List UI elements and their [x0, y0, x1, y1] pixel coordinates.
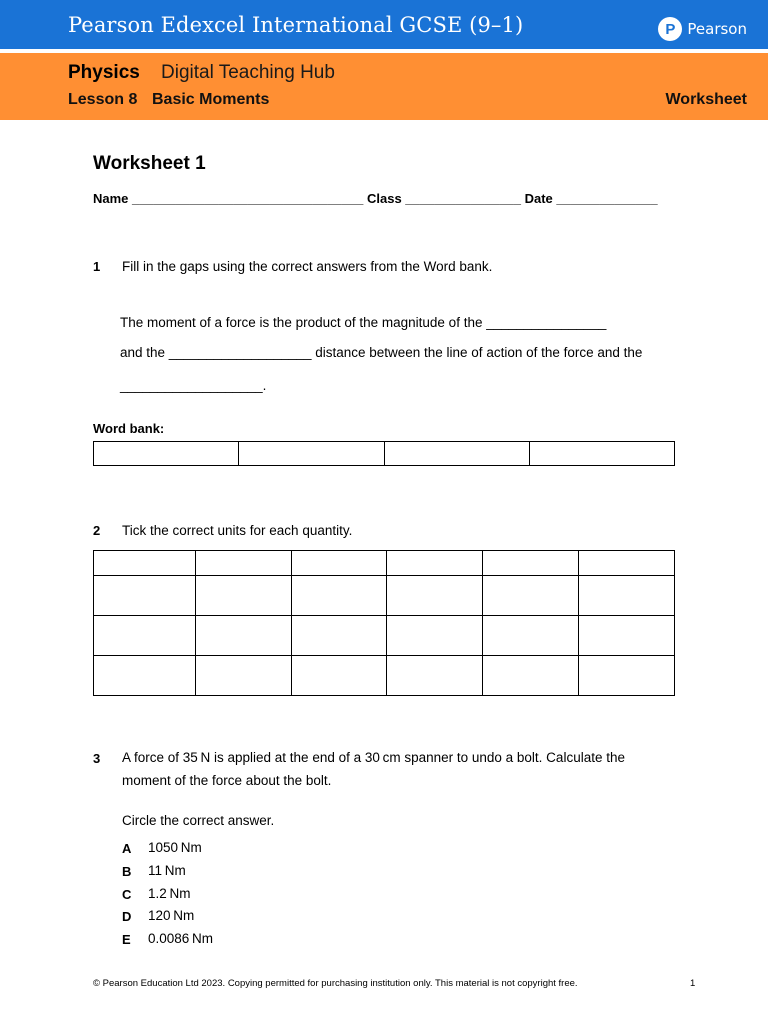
word-bank-label: Word bank: [93, 421, 165, 436]
option-c-letter: C [122, 887, 132, 902]
table-cell [94, 616, 196, 656]
table-cell [94, 656, 196, 696]
table-row [94, 576, 675, 616]
question-1-sentence-line-1: The moment of a force is the product of the magnitude of the ________________ [120, 315, 607, 330]
tick-cell[interactable] [483, 656, 579, 696]
word-bank-cell [529, 442, 674, 466]
top-header-bar [0, 0, 768, 49]
option-a-text[interactable]: 1050 Nm [148, 840, 202, 855]
question-3-prompt-line-2: moment of the force about the bolt. [122, 773, 332, 788]
tick-cell[interactable] [195, 616, 291, 656]
tick-cell[interactable] [483, 576, 579, 616]
units-tick-table [93, 550, 675, 696]
question-3-prompt-line-1: A force of 35 N is applied at the end of a 30 cm spanner to undo a bolt. Calculate the [122, 750, 625, 765]
option-b-text[interactable]: 11 Nm [148, 863, 186, 878]
tick-cell[interactable] [195, 656, 291, 696]
tick-cell[interactable] [579, 576, 675, 616]
copyright-footer: © Pearson Education Ltd 2023. Copying permitted for purchasing institution only. This material is not copyright free. [93, 978, 578, 989]
option-c-text[interactable]: 1.2 Nm [148, 886, 191, 901]
tick-cell[interactable] [195, 576, 291, 616]
option-d-letter: D [122, 909, 132, 924]
tick-cell[interactable] [291, 616, 387, 656]
question-2-prompt: Tick the correct units for each quantity. [122, 523, 353, 538]
option-d-text[interactable]: 120 Nm [148, 908, 195, 923]
page-number: 1 [690, 978, 696, 989]
question-2-number: 2 [93, 523, 101, 538]
table-cell [483, 551, 579, 576]
tick-cell[interactable] [579, 616, 675, 656]
pearson-brand-name: Pearson [687, 20, 747, 38]
lesson-title: Basic Moments [152, 91, 270, 108]
document-type: Worksheet [665, 91, 747, 108]
question-1-sentence-line-2: and the ___________________ distance between the line of action of the force and the [120, 345, 643, 360]
tick-cell[interactable] [483, 616, 579, 656]
option-e-letter: E [122, 932, 131, 947]
table-cell [387, 551, 483, 576]
table-row [94, 656, 675, 696]
word-bank-cell [384, 442, 529, 466]
qualification-title: Pearson Edexcel International GCSE (9–1) [68, 13, 524, 37]
table-cell [579, 551, 675, 576]
tick-cell[interactable] [291, 576, 387, 616]
subject-label: Physics [68, 62, 140, 83]
word-bank-cell [94, 442, 239, 466]
worksheet-title: Worksheet 1 [93, 153, 206, 174]
tick-cell[interactable] [387, 576, 483, 616]
table-cell [94, 576, 196, 616]
question-3-number: 3 [93, 751, 101, 766]
option-e-text[interactable]: 0.0086 Nm [148, 931, 213, 946]
tick-cell[interactable] [387, 656, 483, 696]
tick-cell[interactable] [579, 656, 675, 696]
name-class-date-line: Name ________________________________ Class ________________ Date ______________ [93, 191, 658, 206]
option-a-letter: A [122, 841, 132, 856]
subject-header-bar [0, 53, 768, 120]
lesson-number: Lesson 8 [68, 91, 138, 108]
question-1-prompt: Fill in the gaps using the correct answers from the Word bank. [122, 259, 493, 274]
word-bank-table [93, 441, 675, 466]
table-cell [195, 551, 291, 576]
word-bank-cell [239, 442, 384, 466]
question-1-number: 1 [93, 259, 101, 274]
pearson-logo-icon: P [658, 17, 682, 41]
hub-label: Digital Teaching Hub [161, 62, 335, 83]
question-1-sentence-line-3: ___________________. [120, 378, 267, 393]
table-cell [94, 551, 196, 576]
table-row [94, 551, 675, 576]
table-row [94, 616, 675, 656]
option-b-letter: B [122, 864, 132, 879]
tick-cell[interactable] [291, 656, 387, 696]
pearson-brand [658, 16, 747, 42]
question-3-instruction: Circle the correct answer. [122, 813, 275, 828]
table-cell [291, 551, 387, 576]
tick-cell[interactable] [387, 616, 483, 656]
